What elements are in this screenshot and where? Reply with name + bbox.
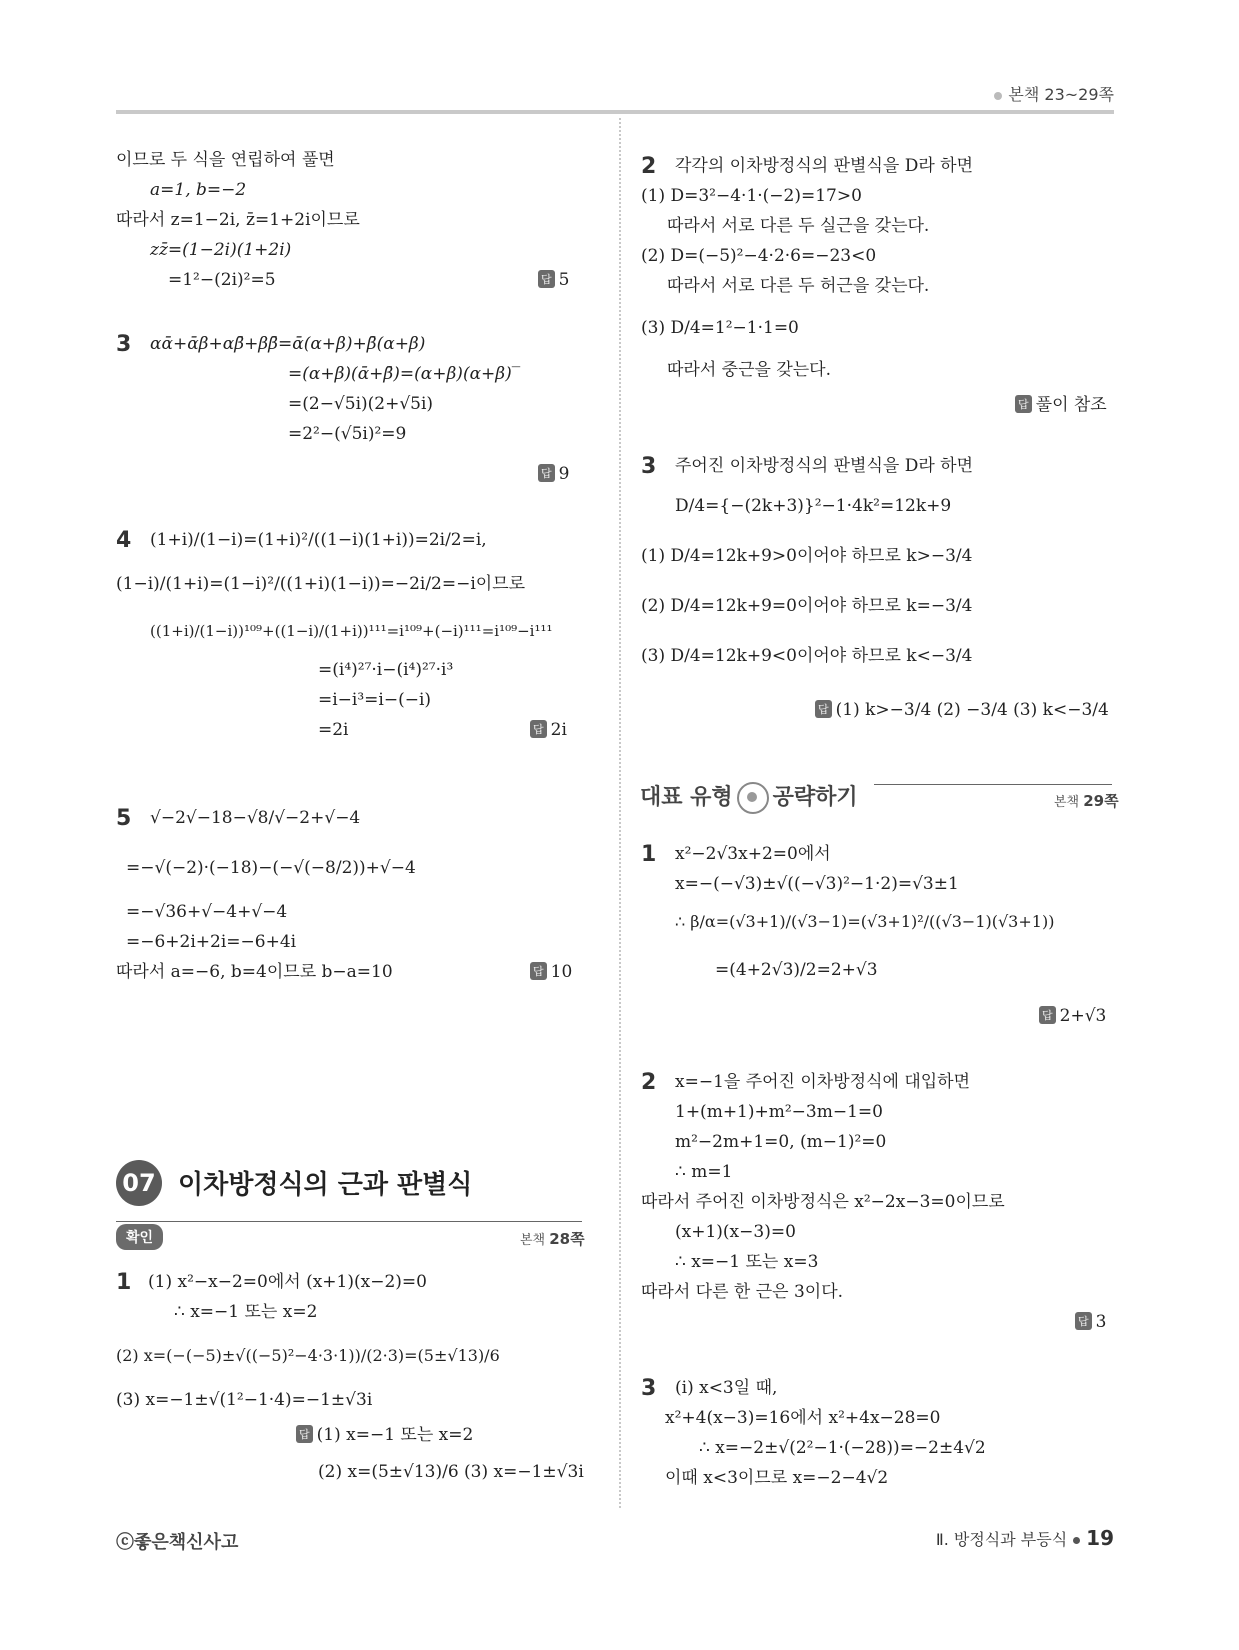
chapter-label: Ⅱ. 방정식과 부등식	[935, 1530, 1068, 1549]
text-line: 따라서 중근을 갖는다.	[667, 360, 832, 380]
text-line: 각각의 이차방정식의 판별식을 D라 하면	[675, 156, 973, 176]
type-problems	[619, 0, 1239, 1650]
answer-tag: 답	[1015, 395, 1032, 413]
math-line: (1) x²−x−2=0에서 (x+1)(x−2)=0	[148, 1272, 427, 1292]
publisher-logo: ⓒ좋은책신사고	[116, 1532, 239, 1553]
math-line: =−√36+√−4+√−4	[126, 902, 288, 922]
math-line: x²−2√3x+2=0에서	[675, 844, 831, 864]
math-line: (x+1)(x−3)=0	[675, 1222, 796, 1242]
math-line: (1−i)/(1+i)=(1−i)²/((1+i)(1−i))=−2i/2=−i이므로	[116, 574, 526, 594]
math-line: αᾱ+ᾱβ+αβ̄+ββ̄=ᾱ(α+β)+β̄(α+β)	[150, 334, 426, 354]
math-line: (3) D/4=1²−1·1=0	[641, 318, 799, 338]
answer-label: 답 3	[1075, 1312, 1106, 1332]
problem-number: 4	[116, 528, 132, 553]
answer-label: 답 5	[538, 270, 569, 290]
math-line: =2i	[318, 720, 349, 740]
page-ref-text: 본책 23~29쪽	[1008, 85, 1114, 104]
text-line: 따라서 서로 다른 두 허근을 갖는다.	[667, 276, 930, 296]
problem-number: 1	[116, 1270, 132, 1295]
math-line: a=1, b=−2	[150, 180, 247, 200]
math-line: ∴ x=−1 또는 x=2	[174, 1302, 318, 1322]
math-line: (3) D/4=12k+9<0이어야 하므로 k<−3/4	[641, 646, 973, 666]
math-line: =−6+2i+2i=−6+4i	[126, 932, 297, 952]
math-line: ∴ x=−2±√(2²−1·(−28))=−2±4√2	[699, 1438, 986, 1458]
problem-number: 3	[641, 454, 657, 479]
math-line: x=−(−√3)±√((−√3)²−1·2)=√3±1	[675, 874, 959, 894]
math-line: (2) x=(−(−5)±√((−5)²−4·3·1))/(2·3)=(5±√13)/6	[116, 1346, 500, 1365]
text-line: 따라서 서로 다른 두 실근을 갖는다.	[667, 216, 930, 236]
math-line: x²+4(x−3)=16에서 x²+4x−28=0	[665, 1408, 941, 1428]
type-section-title: 대표 유형 공략하기	[640, 780, 858, 814]
math-line: 1+(m+1)+m²−3m−1=0	[675, 1102, 883, 1122]
answer-label: 답 9	[538, 464, 569, 484]
problem-number: 3	[641, 1376, 657, 1401]
problem-number: 2	[641, 154, 657, 179]
math-line: x=−1을 주어진 이차방정식에 대입하면	[675, 1072, 971, 1092]
math-line: 이때 x<3이므로 x=−2−4√2	[665, 1468, 889, 1488]
math-line: =−√(−2)·(−18)−(−√(−8/2))+√−4	[126, 858, 416, 878]
text-line: 따라서 z=1−2i, z̄=1+2i이므로	[116, 210, 360, 230]
answer-tag: 답	[1075, 1312, 1092, 1330]
answer-label: 답 (1) x=−1 또는 x=2	[296, 1420, 473, 1445]
text-line: 따라서 다른 한 근은 3이다.	[641, 1282, 844, 1302]
section-rule	[116, 1221, 582, 1222]
bullet-dot-icon	[1073, 1537, 1080, 1544]
text-line: 주어진 이차방정식의 판별식을 D라 하면	[675, 456, 973, 476]
answer-label: 답 (1) k>−3/4 (2) −3/4 (3) k<−3/4	[815, 700, 1109, 720]
answer-tag: 답	[530, 962, 547, 980]
answer-tag: 답	[296, 1425, 313, 1443]
math-line: √−2√−18−√8/√−2+√−4	[150, 808, 361, 828]
section-badge: 07	[116, 1160, 162, 1206]
math-line: ∴ m=1	[675, 1162, 733, 1182]
math-line: =(i⁴)²⁷·i−(i⁴)²⁷·i³	[318, 660, 454, 680]
math-line: ∴ x=−1 또는 x=3	[675, 1252, 819, 1272]
math-line: (1+i)/(1−i)=(1+i)²/((1−i)(1+i))=2i/2=i,	[150, 530, 487, 550]
math-line: D/4={−(2k+3)}²−1·4k²=12k+9	[675, 496, 952, 516]
left-column	[0, 0, 619, 1650]
problem-number: 1	[641, 842, 657, 867]
section-title: 이차방정식의 근과 판별식	[178, 1170, 473, 1200]
page-footer	[936, 1526, 1114, 1550]
text-line: 따라서 a=−6, b=4이므로 b−a=10	[116, 962, 393, 982]
book-page-ref: 본책 29쪽	[1054, 792, 1119, 810]
answer-label: 답 2+√3	[1039, 1006, 1106, 1026]
answer-tag: 답	[1039, 1006, 1056, 1024]
math-line: =(α+β)(ᾱ+β̄)=(α+β)(α+β)‾	[288, 364, 521, 384]
answer-label: (2) x=(5±√13)/6 (3) x=−1±√3i	[318, 1462, 584, 1482]
math-line: (1) D/4=12k+9>0이어야 하므로 k>−3/4	[641, 546, 973, 566]
answer-label: 답 2i	[530, 720, 567, 740]
problem-number: 2	[641, 1070, 657, 1095]
math-line: =1²−(2i)²=5	[168, 270, 276, 290]
math-line: ∴ β/α=(√3+1)/(√3−1)=(√3+1)²/((√3−1)(√3+1))	[675, 912, 1055, 931]
math-line: (2) D=(−5)²−4·2·6=−23<0	[641, 246, 877, 266]
math-line: zz̄=(1−2i)(1+2i)	[150, 240, 292, 260]
math-line: (1) D=3²−4·1·(−2)=17>0	[641, 186, 862, 206]
problem-number: 5	[116, 806, 132, 831]
math-line: m²−2m+1=0, (m−1)²=0	[675, 1132, 887, 1152]
page-number: 19	[1086, 1526, 1114, 1550]
check-pill: 확인	[116, 1224, 163, 1250]
answer-tag: 답	[538, 270, 555, 288]
text-line: 이므로 두 식을 연립하여 풀면	[116, 150, 335, 170]
math-line: =(2−√5i)(2+√5i)	[288, 394, 434, 414]
math-line: (3) x=−1±√(1²−1·4)=−1±√3i	[116, 1390, 373, 1410]
math-line: ((1+i)/(1−i))¹⁰⁹+((1−i)/(1+i))¹¹¹=i¹⁰⁹+(−i)¹¹¹=i¹⁰⁹−i¹¹¹	[150, 622, 553, 640]
math-line: =(4+2√3)/2=2+√3	[715, 960, 878, 980]
book-page-ref: 본책 28쪽	[520, 1230, 585, 1248]
answer-tag: 답	[530, 720, 547, 738]
answer-label: 답 풀이 참조	[1015, 390, 1107, 415]
math-line: (2) D/4=12k+9=0이어야 하므로 k=−3/4	[641, 596, 973, 616]
answer-tag: 답	[538, 464, 555, 482]
text-line: 따라서 주어진 이차방정식은 x²−2x−3=0이므로	[641, 1192, 1005, 1212]
answer-label: 답 10	[530, 962, 572, 982]
math-line: =2²−(√5i)²=9	[288, 424, 407, 444]
math-line: =i−i³=i−(−i)	[318, 690, 432, 710]
problem-number: 3	[116, 332, 132, 357]
math-line: (i) x<3일 때,	[675, 1378, 778, 1398]
answer-tag: 답	[815, 700, 832, 718]
